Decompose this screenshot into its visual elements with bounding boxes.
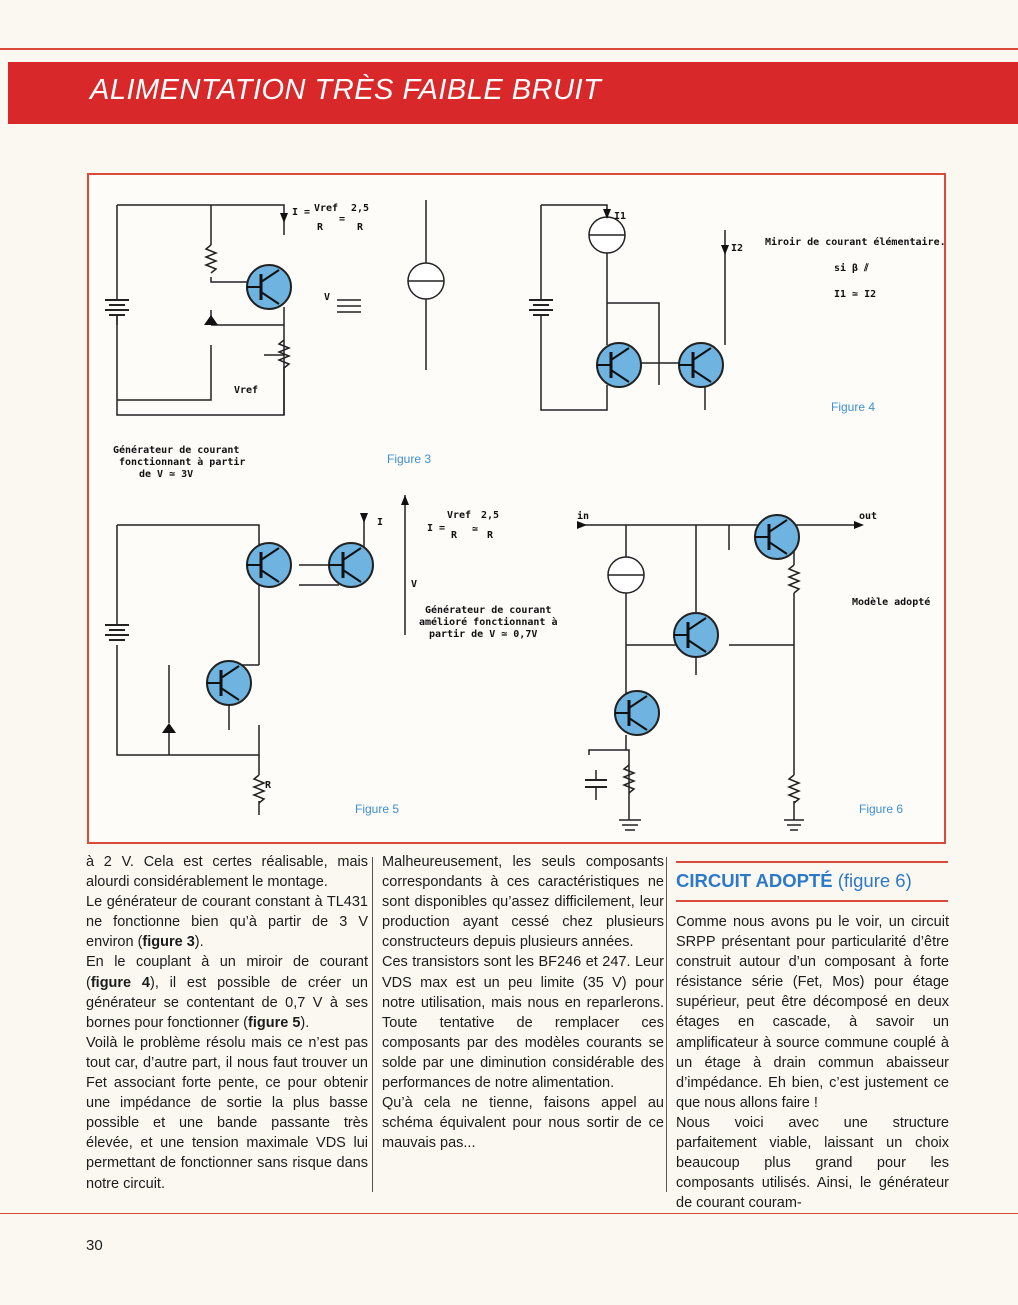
fig5-label-1: Générateur de courant [425,605,552,616]
fig5-label-2: amélioré fonctionnant à [419,617,558,628]
fig5-caption: Figure 5 [355,802,400,816]
current-source-fig3 [408,263,444,299]
figure-panel [87,173,946,844]
fig3-label-2: fonctionnant à partir [119,457,246,468]
col3-paragraph-1: Comme nous avons pu le voir, un circuit SRPP présentant pour particularité d’être construit autour d’un composant à forte résistance série (Fet, Mos) pour étage supérieur, peut être décomposé en deux étages en cascade, à savoir un amplificateur à source commune couplé à un étage à drain commun abaisseur d’impédance. Eh bien, c’est justement ce que nous allons faire ! [676,914,949,1111]
current-arrows [280,209,864,529]
top-rule [0,48,1018,50]
fig4-approx: I1 ≃ I2 [834,289,877,300]
text-column-3 [676,912,949,1213]
transistor-fig5-b [329,543,373,587]
fig3-eq-eq: = [339,214,346,225]
transistor-fig4-right [679,343,723,387]
transistor-fig5-a [247,543,291,587]
fig5-eq-I: I = [427,523,446,534]
fig4-caption: Figure 4 [831,400,876,414]
section-title-fig: (figure 6) [837,870,912,891]
zener-fig3 [204,315,218,325]
section-heading [676,870,950,892]
fig3-eq-25: 2,5 [351,203,370,214]
transistor-fig5-c [207,661,251,705]
battery-fig5 [105,625,129,640]
schematics [89,175,948,846]
fig3-eq-r2: R [357,222,364,233]
zener-fig5 [162,723,176,733]
svg-text:I = [292,207,310,218]
col1-paragraph-3: En le couplant à un miroir de courant (figure 4), il est possible de créer un générateur se contentant de 0,7 V à ses bornes pour fonctionner (figure 5). [86,954,368,1031]
fig3-caption: Figure 3 [387,452,432,466]
mosfet-fig6 [755,515,799,559]
ground-symbols [619,820,804,830]
section-title: CIRCUIT ADOPTÉ [676,870,833,891]
fig3-v-label: V [324,292,331,303]
text-column-2 [382,852,664,1153]
page-number: 30 [86,1237,103,1254]
fig3-vref-label: Vref [234,385,259,396]
fig5-eq-vref: Vref [447,510,472,521]
current-source-fig4 [589,217,625,253]
fig6-in-label: in [577,511,590,522]
col1-paragraph-2: Le générateur de courant constant à TL431 ne fonctionne bien qu’à partir de 3 V environ (figure 3). [86,894,368,951]
capacitor-fig6 [585,780,607,787]
fig6-caption: Figure 6 [859,802,904,816]
fig5-v-label: V [411,579,418,590]
fig3-eq-r1: R [317,222,324,233]
col2-paragraph-3: Qu’à cela ne tienne, faisons appel au schéma équivalent pour nous sortir de ce mauvais pas... [382,1095,664,1152]
column-separator-1 [372,857,373,1192]
fig4-i2: I2 [731,243,744,254]
fig3-eq-I: I = [292,207,311,218]
transistor-fig4-left [597,343,641,387]
battery-fig4 [529,300,553,315]
fig5-eq-25: 2,5 [481,510,500,521]
col1-paragraph-1: à 2 V. Cela est certes réalisable, mais alourdi considérablement le montage. [86,854,368,891]
fig3-eq-vref: Vref [314,203,339,214]
current-source-fig6 [608,557,644,593]
fet-fig6-upper [674,613,718,657]
fig4-title: Miroir de courant élémentaire. [765,237,946,248]
col1-paragraph-4: Voilà le problème résolu mais ce n’est pas tout car, d’autre part, il nous faut trouver un Fet associant forte pente, ce pour obtenir une impédance de sortie la plus basse possible et une bande passante très élevée, et une tension maximale VDS lui permettant de fonctionner sans risque dans notre circuit. [86,1034,368,1192]
column-separator-2 [666,857,667,1192]
page-title: ALIMENTATION TRÈS FAIBLE BRUIT [90,74,602,106]
col3-paragraph-2: Nous voici avec une structure parfaitement viable, laissant un choix beaucoup plus grand pour les composants utilisés. Ainsi, le générateur de courant couram- [676,1114,949,1212]
col2-paragraph-2: Ces transistors sont les BF246 et 247. Leur VDS max est un peu limite (35 V) pour notre utilisation, mais nous en reparlerons. Toute tentative de remplacer ces composants par des modèles courants se solde par une diminution considérable des performances de notre alimentation. [382,954,664,1092]
section-rule-top [676,861,948,863]
bottom-rule [0,1213,1018,1214]
section-rule-bottom [676,900,948,902]
fig5-i-label: I [377,517,384,528]
fig5-eq-r1: R [451,530,458,541]
battery-fig3 [105,300,129,315]
fig5-eq-r2: R [487,530,494,541]
fig3-label-1: Générateur de courant [113,445,240,456]
header-banner [8,62,1018,124]
fig3-label-3: de V ≃ 3V [139,469,194,480]
fig5-r-label: R [265,780,272,791]
fig4-i1: I1 [614,211,627,222]
fig6-out-label: out [859,511,878,522]
fig5-label-3: partir de V ≃ 0,7V [429,629,538,640]
transistor-fig3 [247,265,291,309]
text-column-1 [86,852,368,1194]
fet-fig6-lower [615,691,659,735]
fig5-eq-approx: ≃ [472,524,479,535]
col2-paragraph-1: Malheureusement, les seuls composants correspondants à ces caractéristiques ne sont disponibles qu’assez difficilement, leur production ayant cessé chez plusieurs constructeurs depuis plusieurs années. [382,854,664,951]
fig6-model-label: Modèle adopté [852,597,931,608]
fig4-cond: si β ⫽ [834,263,869,274]
